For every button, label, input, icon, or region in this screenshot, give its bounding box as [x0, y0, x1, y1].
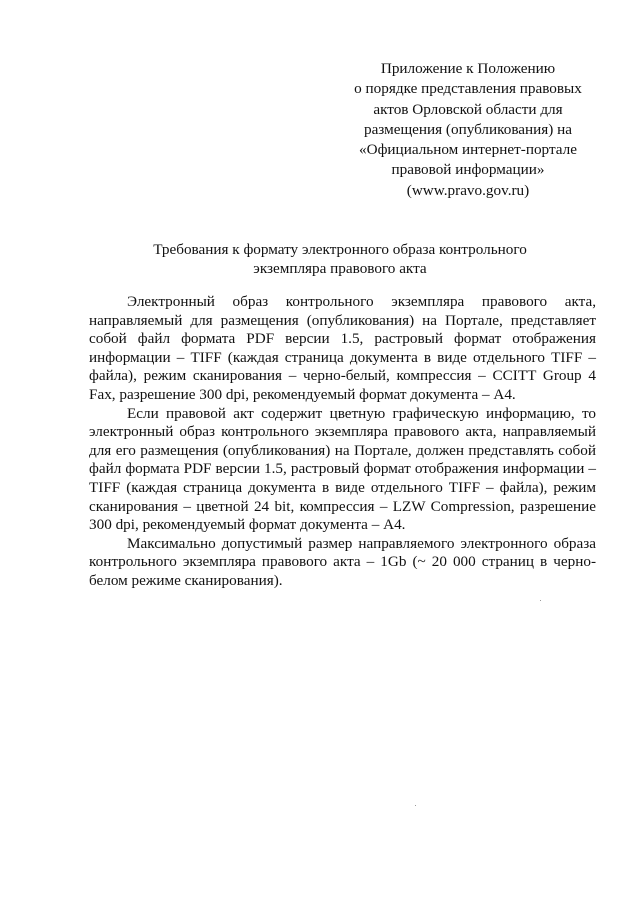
title-line-2: экземпляра правового акта [253, 260, 427, 277]
appendix-header [340, 59, 596, 201]
scan-speck [540, 600, 541, 601]
document-title [120, 240, 560, 278]
appendix-line-3: актов Орловской области для [373, 100, 563, 118]
title-line-1: Требования к формату электронного образа контрольного [153, 241, 527, 258]
appendix-line-5: «Официальном интернет-портале [359, 141, 577, 159]
appendix-line-6: правовой информации» [391, 161, 545, 179]
paragraph-bw-requirements: Электронный образ контрольного экземпляра правового акта, направляемый для размещения (опубликования) на Портале, представляет собой файл формата PDF версии 1.5, растровый формат отображения информации – TIFF (каждая страница документа в виде отдельного TIFF – файла), режим сканирования – черно-белый, компрессия – CCITT Group 4 Fax, разрешение 300 dpi, рекомендуемый формат документа – А4. [89, 293, 596, 403]
appendix-line-4: размещения (опубликования) на [363, 120, 573, 138]
paragraph-max-size: Максимально допустимый размер направляемого электронного образа контрольного экземпляра правового акта – 1Gb (~ 20 000 страниц в черно-белом режиме сканирования). [89, 534, 596, 589]
appendix-line-7: (www.pravo.gov.ru) [406, 181, 530, 199]
appendix-line-2: о порядке представления правовых [354, 80, 582, 98]
scan-speck [415, 805, 416, 806]
paragraph-color-requirements: Если правовой акт содержит цветную графическую информацию, то электронный образ контрольного экземпляра правового акта, направляемый для его размещения (опубликования) на Портале, должен представлять собой файл формата PDF версии 1.5, растровый формат отображения информации – TIFF (каждая страница документа в виде отдельного TIFF – файла), режим сканирования – цветной 24 bit, компрессия – LZW Compression, разрешение 300 dpi, рекомендуемый формат документа – А4. [89, 404, 596, 534]
appendix-line-1: Приложение к Положению [380, 60, 556, 77]
document-body [89, 293, 596, 591]
